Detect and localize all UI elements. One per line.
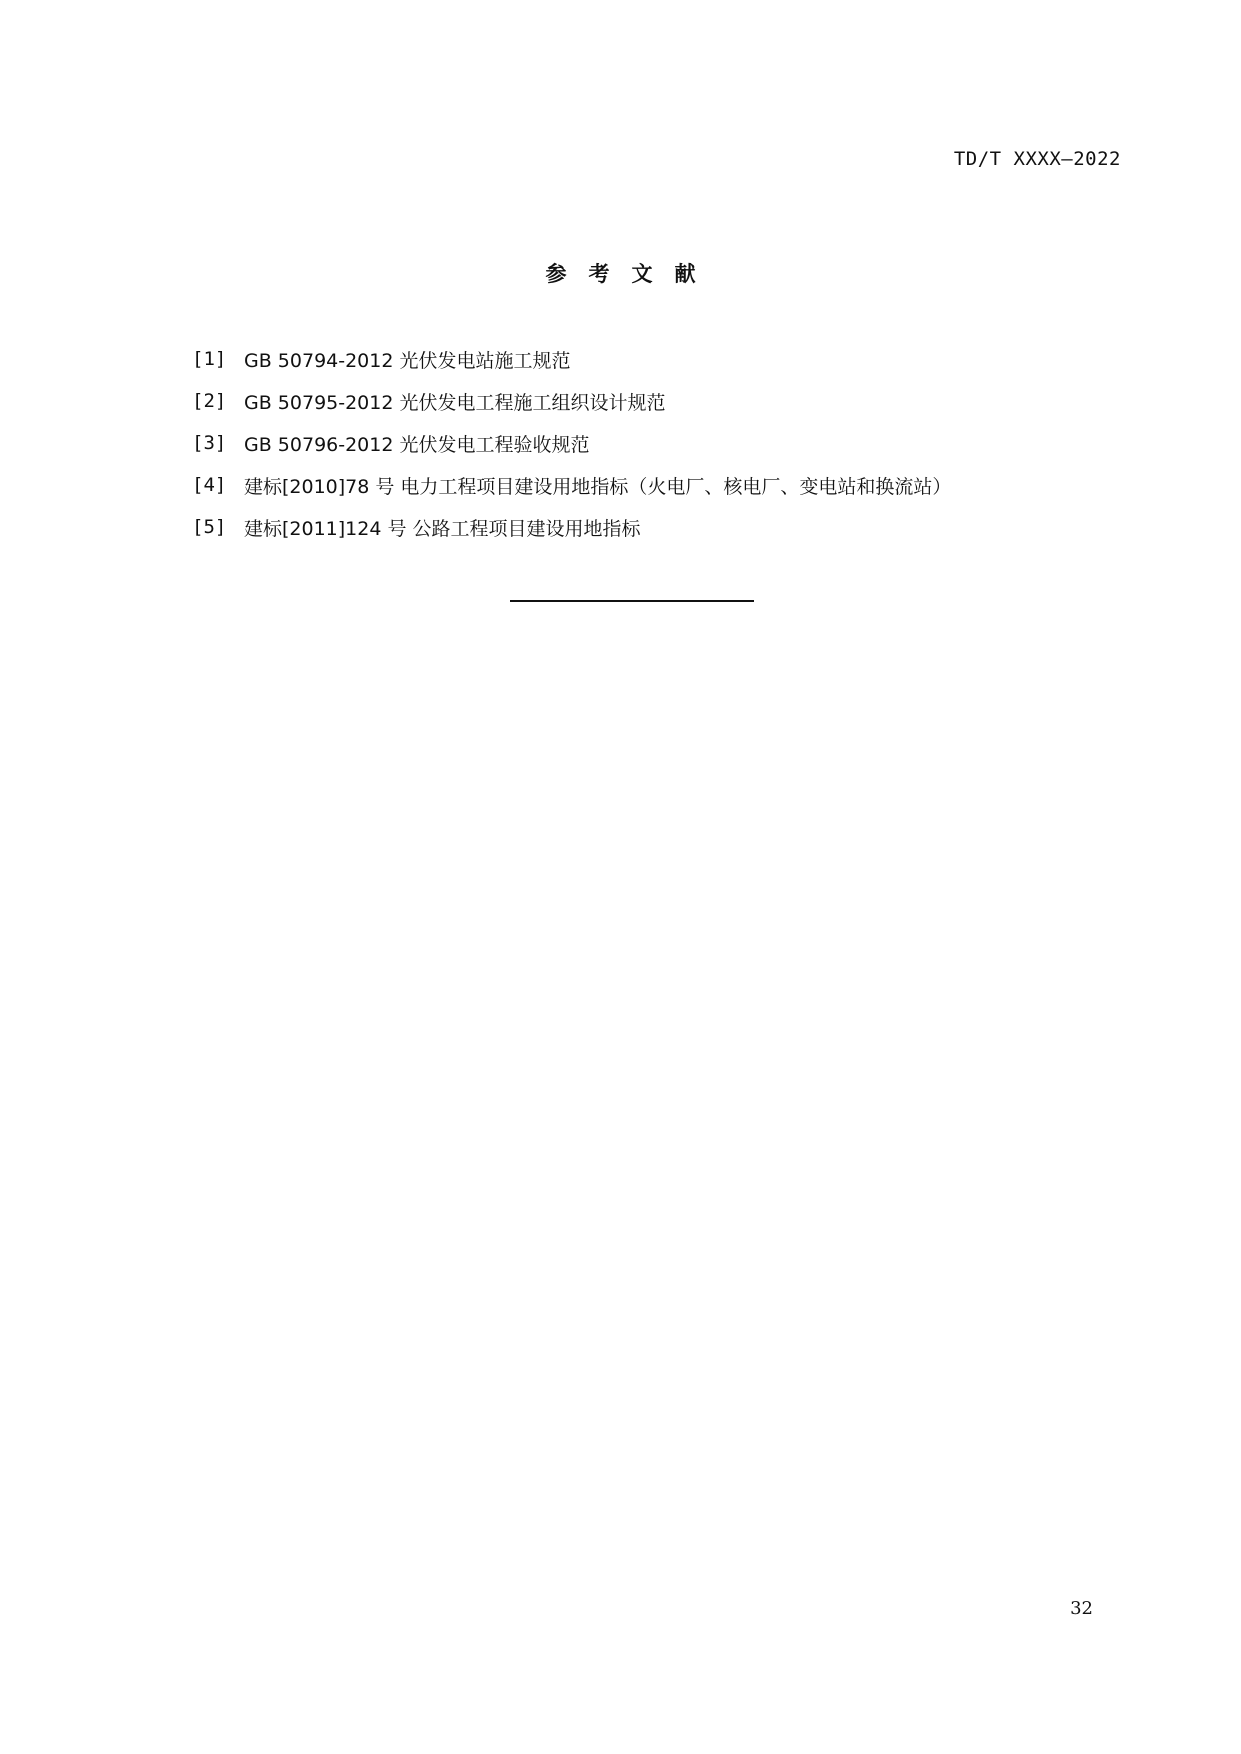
- document-code: TD/T XXXX—2022: [953, 148, 1121, 170]
- end-of-section-divider: [510, 600, 754, 602]
- reference-number: [3]: [192, 432, 227, 454]
- reference-text: GB 50795-2012 光伏发电工程施工组织设计规范: [244, 391, 666, 414]
- reference-item: [192, 506, 951, 548]
- reference-text: GB 50794-2012 光伏发电站施工规范: [244, 349, 571, 372]
- reference-text: 建标[2011]124 号 公路工程项目建设用地指标: [244, 517, 641, 540]
- reference-item: [192, 380, 951, 422]
- reference-text: 建标[2010]78 号 电力工程项目建设用地指标（火电厂、核电厂、变电站和换流站）: [244, 475, 952, 498]
- reference-list: [192, 338, 951, 548]
- reference-text: GB 50796-2012 光伏发电工程验收规范: [244, 433, 590, 456]
- reference-item: [192, 464, 951, 506]
- reference-item: [192, 338, 951, 380]
- page-number: 32: [1070, 1598, 1093, 1619]
- section-title: 参考文献: [545, 262, 718, 286]
- reference-number: [4]: [192, 474, 227, 496]
- reference-number: [1]: [192, 348, 227, 370]
- reference-number: [5]: [192, 516, 227, 538]
- reference-number: [2]: [192, 390, 227, 412]
- reference-item: [192, 422, 951, 464]
